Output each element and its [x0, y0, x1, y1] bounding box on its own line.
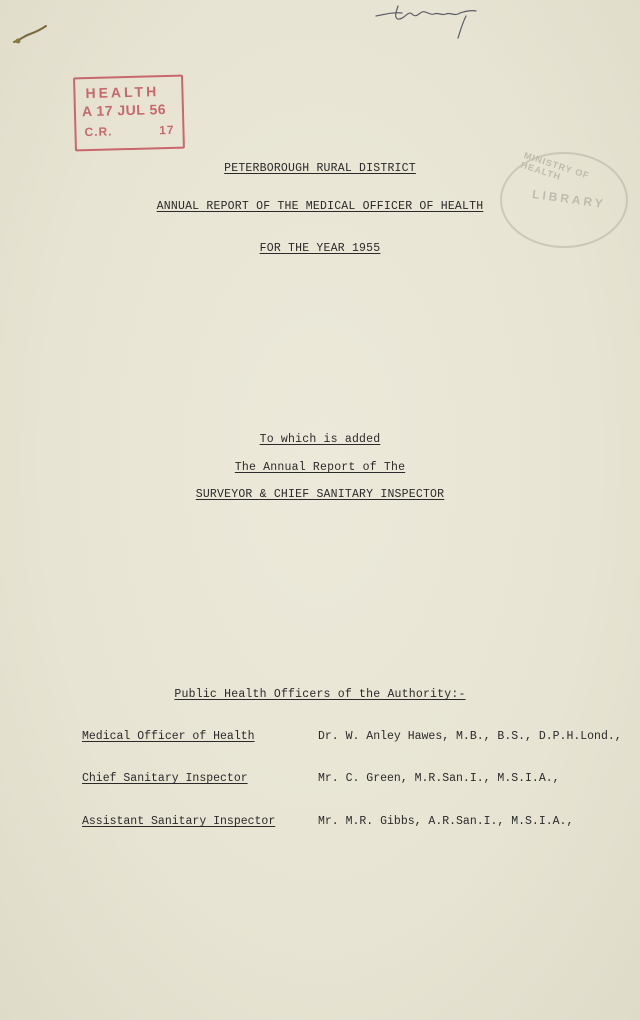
officer-name: Dr. W. Anley Hawes, M.B., B.S., D.P.H.Lond.,: [318, 730, 622, 743]
stamp-word: HEALTH: [85, 83, 160, 102]
pencil-mark: [10, 24, 50, 48]
addendum-report: The Annual Report of The: [234, 461, 406, 474]
addendum-intro: To which is added: [259, 433, 381, 446]
district-title: PETERBOROUGH RURAL DISTRICT: [224, 162, 416, 175]
handwritten-signature: [372, 2, 484, 42]
officer-role: Chief Sanitary Inspector: [82, 772, 248, 785]
addendum-surveyor: SURVEYOR & CHIEF SANITARY INSPECTOR: [195, 488, 445, 501]
report-year: FOR THE YEAR 1955: [259, 242, 381, 255]
officer-role: Assistant Sanitary Inspector: [82, 815, 276, 828]
officer-name: Mr. M.R. Gibbs, A.R.San.I., M.S.I.A.,: [318, 815, 574, 828]
officers-heading: Public Health Officers of the Authority:-: [174, 688, 466, 701]
officer-role: Medical Officer of Health: [82, 730, 255, 743]
library-stamp-arc: MINISTRY OF HEALTH: [519, 150, 591, 183]
library-stamp-label: LIBRARY: [531, 186, 607, 212]
stamp-initials: C.R.: [84, 124, 113, 140]
stamp-date: A 17 JUL 56: [81, 101, 167, 120]
stamp-number: 17: [158, 122, 175, 138]
report-title: ANNUAL REPORT OF THE MEDICAL OFFICER OF HEALTH: [156, 200, 484, 213]
stamp-bottom-row: [84, 123, 174, 139]
received-date-stamp: [73, 75, 185, 152]
officer-name: Mr. C. Green, M.R.San.I., M.S.I.A.,: [318, 772, 560, 785]
